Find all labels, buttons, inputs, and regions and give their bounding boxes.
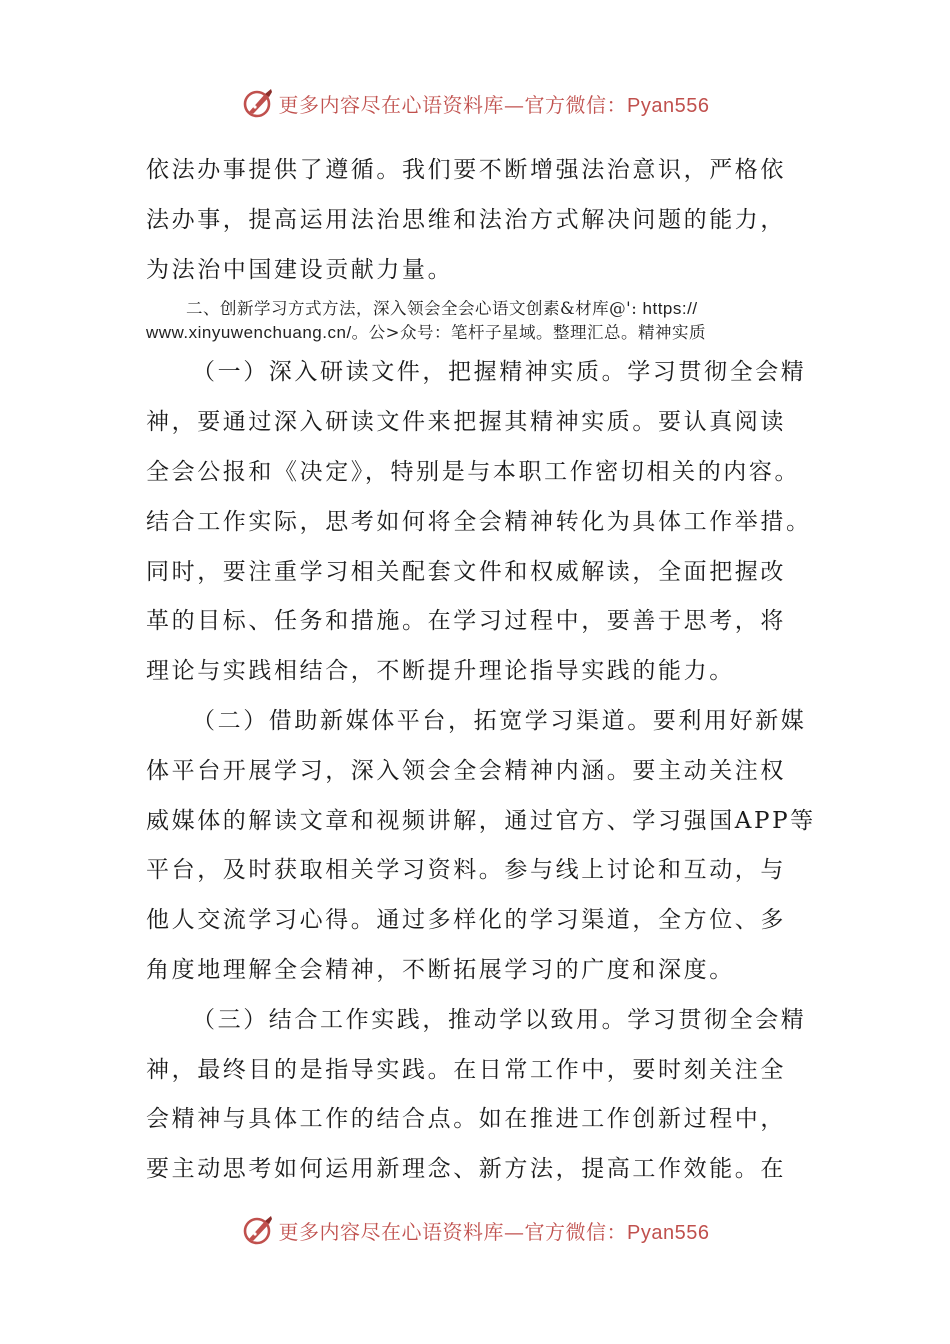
- text-line: 神，要通过深入研读文件来把握其精神实质。要认真阅读: [146, 409, 786, 436]
- text-line: （三）结合工作实践，推动学以致用。学习贯彻全会精: [192, 1006, 807, 1033]
- paragraph-3: [146, 996, 806, 1195]
- text-line: 体平台开展学习，深入领会全会精神内涵。要主动关注权: [146, 757, 786, 784]
- text-line: 法办事，提高运用法治思维和法治方式解决问题的能力，: [146, 206, 786, 233]
- banner-wechat-id: Pyan556: [627, 1221, 710, 1244]
- paragraph-2: [146, 697, 816, 996]
- text-line: 依法办事提供了遵循。我们要不断增强法治意识，严格依: [146, 157, 786, 183]
- heading-cn-1: 二、创新学习方式方法，深入领会全会心语文创素&材库@':: [186, 299, 638, 319]
- text-line: 同时，要注重学习相关配套文件和权威解读，全面把握改: [146, 558, 786, 585]
- text-line: 全会公报和《决定》，特别是与本职工作密切相关的内容。: [146, 458, 801, 485]
- text-line: 结合工作实际，思考如何将全会精神转化为具体工作举措。: [146, 508, 812, 535]
- text-line: 革的目标、任务和措施。在学习过程中，要善于思考，将: [146, 608, 786, 635]
- text-line: 平台，及时获取相关学习资料。参与线上讨论和互动，与: [146, 857, 786, 884]
- text-line: 要主动思考如何运用新理念、新方法，提高工作效能。在: [146, 1156, 786, 1183]
- text-line: 神，最终目的是指导实践。在日常工作中，要时刻关注全: [146, 1056, 786, 1083]
- banner-wechat-id: Pyan556: [627, 94, 710, 117]
- text-line: 为法治中国建设贡献力量。: [146, 256, 454, 283]
- heading-url-2: www.xinyuwenchuang.cn/: [146, 323, 352, 343]
- header-banner: [0, 83, 950, 123]
- section-heading: [146, 297, 806, 345]
- intro-paragraph: [146, 146, 806, 295]
- text-line: 角度地理解全会精神，不断拓展学习的广度和深度。: [146, 956, 735, 983]
- banner-cn-text: 更多内容尽在心语资料库—官方微信：: [278, 92, 628, 117]
- text-line: 理论与实践相结合，不断提升理论指导实践的能力。: [146, 658, 735, 685]
- footer-banner: [0, 1210, 950, 1250]
- text-line: （二）借助新媒体平台，拓宽学习渠道。要利用好新媒: [192, 707, 807, 734]
- paragraph-1: [146, 348, 812, 697]
- banner-cn-text: 更多内容尽在心语资料库—官方微信：: [278, 1219, 628, 1244]
- text-line: 威媒体的解读文章和视频讲解，通过官方、学习强国APP等: [146, 807, 816, 834]
- heading-url-1: https://: [637, 299, 698, 319]
- heading-line-1: [146, 297, 806, 321]
- banner-text: [279, 89, 710, 118]
- text-line: （一）深入研读文件，把握精神实质。学习贯彻全会精: [192, 359, 807, 386]
- heading-cn-2: 。公>众号：笔杆子星域。整理汇总。精神实质: [351, 323, 706, 343]
- text-line: 会精神与具体工作的结合点。如在推进工作创新过程中，: [146, 1106, 786, 1133]
- banner-text: [279, 1216, 710, 1245]
- document-body: [146, 146, 816, 1195]
- heading-line-2: [146, 321, 806, 345]
- text-line: 他人交流学习心得。通过多样化的学习渠道，全方位、多: [146, 907, 786, 934]
- pen-nib-circle-icon: [241, 1213, 275, 1247]
- pen-nib-circle-icon: [241, 86, 275, 120]
